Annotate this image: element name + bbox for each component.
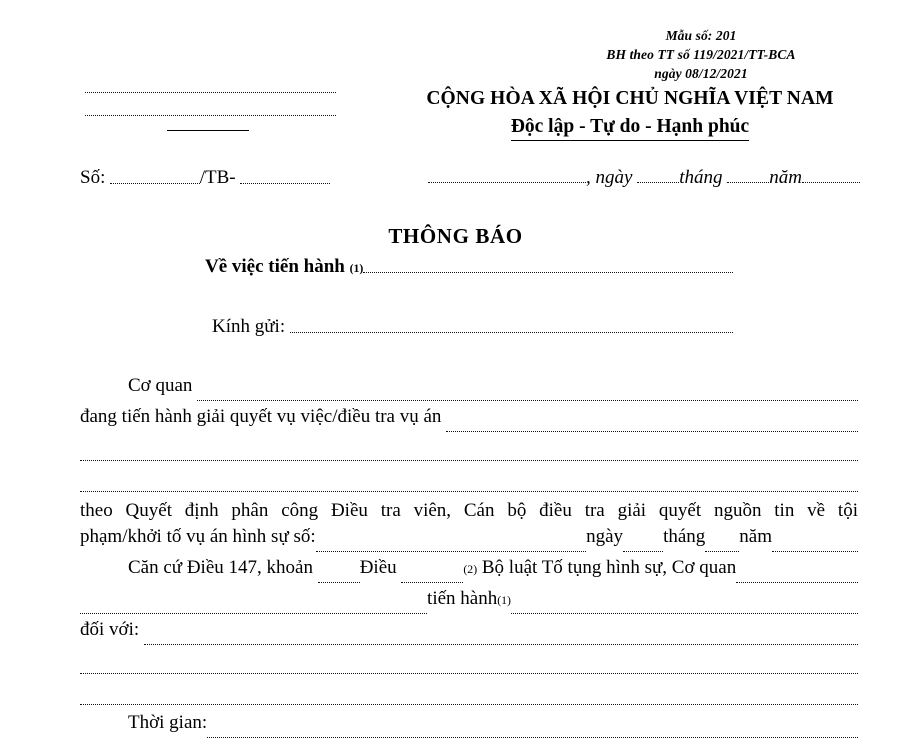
decision-month-label: tháng (663, 526, 706, 547)
basis-code-label: Bộ luật Tố tụng hình sự, Cơ quan (477, 557, 737, 578)
decision-day-fill[interactable] (623, 551, 663, 552)
form-code-number: Mẫu số: 201 (665, 28, 737, 43)
page-title: THÔNG BÁO (388, 224, 523, 248)
time-label: Thời gian: (128, 712, 208, 733)
basis-prefix: Căn cứ Điều 147, khoản (128, 557, 318, 578)
agency-label: Cơ quan (128, 375, 198, 396)
basis-article-label: Điều (359, 557, 402, 578)
subject-line (205, 256, 733, 278)
basis-conduct-label: tiến hành (427, 588, 498, 609)
basis-clause-fill[interactable] (318, 582, 360, 583)
body-intro-block (80, 375, 858, 499)
recipient-label: Kính gửi: (212, 316, 290, 337)
subject-target-block (80, 619, 858, 743)
month-label: tháng (679, 167, 728, 188)
decision-number-fill[interactable] (316, 551, 586, 552)
basis-conduct-prefix-fill[interactable] (80, 613, 427, 614)
decision-number-line (80, 526, 858, 557)
legal-basis-paragraph (80, 557, 858, 619)
decision-paragraph (80, 495, 858, 557)
national-motto: Độc lập - Tự do - Hạnh phúc (511, 116, 749, 141)
year-fill[interactable] (802, 182, 860, 183)
document-number-line (80, 167, 330, 189)
day-fill[interactable] (637, 182, 679, 183)
document-number-separator: /TB- (199, 167, 241, 188)
document-number-suffix-fill[interactable] (240, 183, 330, 184)
proceeding-blank-line-1[interactable] (80, 437, 858, 468)
subject-footnote-marker: (1) (349, 262, 364, 275)
agency-name-fill-line-1[interactable] (85, 92, 336, 93)
time-fill[interactable] (207, 737, 858, 738)
recipient-line (212, 316, 733, 338)
target-blank-line-2[interactable] (80, 681, 858, 712)
time-line (80, 712, 858, 743)
form-code-circular: BH theo TT số 119/2021/TT-BCA (606, 47, 796, 62)
place-date-line (428, 167, 860, 189)
subject-label: Về việc tiến hành (205, 256, 350, 277)
target-label: đối với: (80, 619, 144, 640)
legal-basis-line-1 (80, 557, 858, 588)
agency-name-fill-line-2[interactable] (85, 115, 336, 116)
decision-day-label: ngày (586, 526, 624, 547)
basis-agency-fill[interactable] (736, 582, 858, 583)
form-code-date: ngày 08/12/2021 (654, 66, 748, 81)
basis-footnote-marker-2: (2) (463, 563, 478, 576)
place-fill[interactable] (428, 182, 586, 183)
proceeding-fill[interactable] (446, 431, 858, 432)
agency-fill[interactable] (197, 400, 858, 401)
proceeding-line (80, 406, 858, 437)
decision-number-label: phạm/khởi tố vụ án hình sự số: (80, 526, 316, 547)
agency-underline-rule (167, 130, 249, 131)
decision-year-label: năm (739, 526, 772, 547)
legal-basis-line-2 (80, 588, 858, 619)
month-fill[interactable] (727, 182, 769, 183)
decision-text-line: theo Quyết định phân công Điều tra viên, Cán bộ điều tra giải quyết nguồn tin về tội (80, 500, 858, 521)
decision-month-fill[interactable] (705, 551, 739, 552)
country-name: CỘNG HÒA XÃ HỘI CHỦ NGHĨA VIỆT NAM (426, 88, 834, 109)
agency-line (80, 375, 858, 406)
day-label: ngày (595, 167, 638, 188)
proceeding-label: đang tiến hành giải quyết vụ việc/điều tra vụ án (80, 406, 447, 427)
issuing-agency-block (80, 92, 336, 131)
national-heading (390, 88, 870, 141)
basis-conduct-fill[interactable] (511, 613, 858, 614)
target-fill[interactable] (144, 644, 858, 645)
recipient-fill[interactable] (290, 332, 733, 333)
target-line (80, 619, 858, 650)
target-blank-line-1[interactable] (80, 650, 858, 681)
form-code-block (536, 26, 866, 83)
decision-year-fill[interactable] (772, 551, 858, 552)
document-number-label: Số: (80, 167, 111, 188)
date-comma: , (586, 167, 596, 188)
basis-footnote-marker-1: (1) (497, 594, 511, 607)
document-number-fill[interactable] (110, 183, 200, 184)
subject-fill[interactable] (363, 272, 733, 273)
basis-article-fill[interactable] (401, 582, 463, 583)
year-label: năm (769, 167, 802, 188)
